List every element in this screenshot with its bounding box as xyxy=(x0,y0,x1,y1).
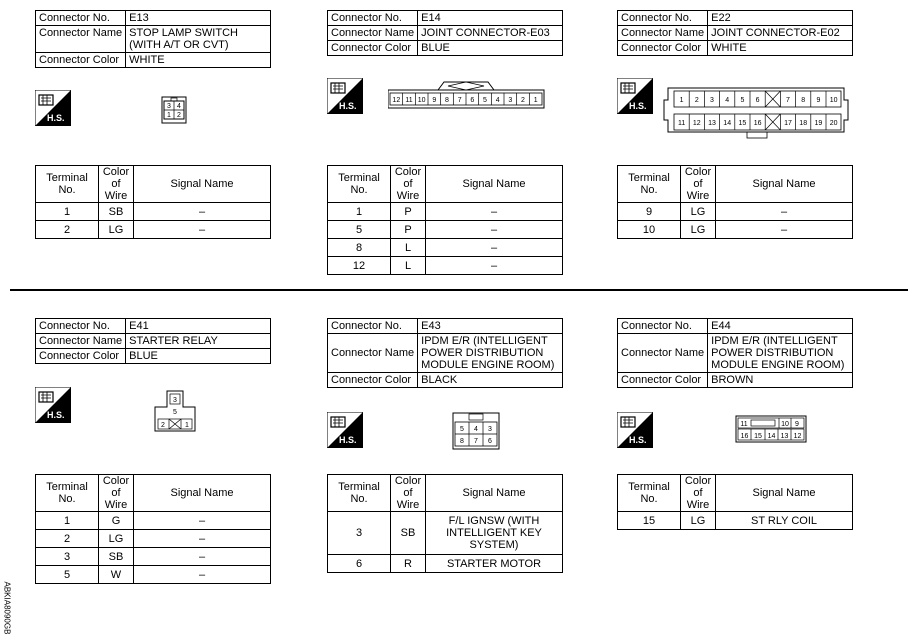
signal-name: – xyxy=(134,530,271,548)
wire-color: R xyxy=(391,555,426,573)
section-divider xyxy=(10,289,908,291)
connector-no-label: Connector No. xyxy=(618,319,708,334)
pin-label: 2 xyxy=(521,97,525,104)
hs-icon xyxy=(327,412,363,448)
wire-color: LG xyxy=(681,221,716,239)
connector-name-value: JOINT CONNECTOR-E03 xyxy=(418,26,563,41)
connector-name-label: Connector Name xyxy=(36,334,126,349)
pin-label: 13 xyxy=(708,120,716,127)
connector-color-value: WHITE xyxy=(126,53,271,68)
signal-name: ST RLY COIL xyxy=(716,512,853,530)
terminal-no-header: Terminal No. xyxy=(36,166,99,203)
connector-no-value: E13 xyxy=(126,11,271,26)
pin-label: 1 xyxy=(185,422,189,429)
terminal-no: 6 xyxy=(328,555,391,573)
terminal-no-header: Terminal No. xyxy=(328,166,391,203)
signal-name: – xyxy=(716,203,853,221)
terminal-no: 5 xyxy=(36,566,99,584)
connector-name-label: Connector Name xyxy=(618,26,708,41)
pin-label: 11 xyxy=(740,421,748,428)
pin-label: 3 xyxy=(173,397,177,404)
wire-color: LG xyxy=(681,203,716,221)
terminal-no: 2 xyxy=(36,221,99,239)
terminal-no-header: Terminal No. xyxy=(36,475,99,512)
table-row xyxy=(328,555,563,573)
pin-label: 6 xyxy=(755,97,760,104)
pin-label: 4 xyxy=(495,97,500,104)
pin-label: 1 xyxy=(167,112,171,119)
connector-no-value: E22 xyxy=(708,11,853,26)
pin-label: 2 xyxy=(694,97,699,104)
pin-label: 10 xyxy=(829,97,838,104)
signal-name: F/L IGNSW (WITH INTELLIGENT KEY SYSTEM) xyxy=(426,512,563,555)
hs-icon xyxy=(35,90,71,126)
pin-label: 16 xyxy=(753,120,762,127)
connector-info-table xyxy=(617,318,853,388)
connector-color-label: Connector Color xyxy=(618,373,708,388)
wire-color: SB xyxy=(391,512,426,555)
pin-label: 8 xyxy=(460,438,464,445)
connector-face-diagram xyxy=(160,95,188,130)
wire-color-header: Color of Wire xyxy=(681,166,716,203)
pin-label: 13 xyxy=(780,433,789,440)
terminal-no: 10 xyxy=(618,221,681,239)
connector-name-value: STOP LAMP SWITCH (WITH A/T OR CVT) xyxy=(126,26,271,53)
pin-label: 14 xyxy=(723,120,732,127)
connector-face-diagram xyxy=(452,412,500,455)
connector-info-table xyxy=(327,318,563,388)
signal-name: – xyxy=(134,203,271,221)
terminal-no: 5 xyxy=(328,221,391,239)
connector-name-label: Connector Name xyxy=(618,334,708,373)
hs-icon xyxy=(327,78,363,114)
wire-color: P xyxy=(391,221,426,239)
wire-color: LG xyxy=(681,512,716,530)
connector-face-diagram xyxy=(150,390,200,439)
table-row xyxy=(36,548,271,566)
connector-no-label: Connector No. xyxy=(36,319,126,334)
svg-text:H.S.: H.S. xyxy=(629,101,647,111)
connector-name-value: JOINT CONNECTOR-E02 xyxy=(708,26,853,41)
hs-icon xyxy=(617,78,653,114)
connector-face-diagram xyxy=(735,415,807,448)
terminal-table xyxy=(617,474,853,530)
pin-label: 7 xyxy=(474,438,478,445)
signal-name-header: Signal Name xyxy=(716,475,853,512)
terminal-table xyxy=(327,165,563,275)
pin-label: 8 xyxy=(801,97,806,104)
connector-color-value: WHITE xyxy=(708,41,853,56)
table-row xyxy=(618,512,853,530)
terminal-table xyxy=(35,474,271,584)
terminal-no: 2 xyxy=(36,530,99,548)
signal-name-header: Signal Name xyxy=(716,166,853,203)
connector-no-value: E44 xyxy=(708,319,853,334)
connector-face-diagram xyxy=(388,80,548,115)
signal-name-header: Signal Name xyxy=(134,475,271,512)
pin-label: 6 xyxy=(488,438,492,445)
connector-no-value: E14 xyxy=(418,11,563,26)
wire-color: SB xyxy=(99,548,134,566)
wire-color-header: Color of Wire xyxy=(681,475,716,512)
pin-label: 10 xyxy=(417,97,426,104)
table-row xyxy=(36,512,271,530)
connector-name-label: Connector Name xyxy=(36,26,126,53)
signal-name: – xyxy=(716,221,853,239)
wire-color: L xyxy=(391,257,426,275)
pin-label: 5 xyxy=(460,426,464,433)
connector-color-value: BROWN xyxy=(708,373,853,388)
pin-label: 12 xyxy=(392,97,401,104)
table-row xyxy=(36,221,271,239)
terminal-no: 1 xyxy=(36,512,99,530)
connector-no-value: E43 xyxy=(418,319,563,334)
terminal-no: 3 xyxy=(36,548,99,566)
signal-name: STARTER MOTOR xyxy=(426,555,563,573)
pin-label: 9 xyxy=(795,421,799,428)
figure-code: ABKIA8090GB xyxy=(2,581,12,635)
pin-label: 5 xyxy=(173,409,177,416)
signal-name: – xyxy=(426,239,563,257)
wire-color: LG xyxy=(99,221,134,239)
connector-name-value: IPDM E/R (INTELLIGENT POWER DISTRIBUTION MODULE ENGINE ROOM) xyxy=(708,334,853,373)
connector-name-label: Connector Name xyxy=(328,26,418,41)
connector-info-table xyxy=(35,10,271,68)
wire-color-header: Color of Wire xyxy=(391,166,426,203)
terminal-no: 1 xyxy=(36,203,99,221)
wire-color: P xyxy=(391,203,426,221)
pin-label: 18 xyxy=(799,120,808,127)
terminal-table xyxy=(617,165,853,239)
connector-face-diagram xyxy=(662,80,852,147)
connector-color-label: Connector Color xyxy=(618,41,708,56)
pin-label: 11 xyxy=(405,97,413,104)
connector-info-table xyxy=(617,10,853,56)
pin-label: 7 xyxy=(786,97,790,104)
connector-no-label: Connector No. xyxy=(328,11,418,26)
table-row xyxy=(328,257,563,275)
connector-no-value: E41 xyxy=(126,319,271,334)
table-row xyxy=(328,221,563,239)
pin-label: 12 xyxy=(692,120,701,127)
table-row xyxy=(618,203,853,221)
connector-color-label: Connector Color xyxy=(36,349,126,364)
pin-label: 1 xyxy=(679,97,684,104)
pin-label: 15 xyxy=(754,433,762,440)
connector-no-label: Connector No. xyxy=(36,11,126,26)
signal-name: – xyxy=(134,512,271,530)
terminal-no: 15 xyxy=(618,512,681,530)
table-row xyxy=(36,566,271,584)
pin-label: 3 xyxy=(167,103,171,110)
pin-label: 8 xyxy=(445,97,449,104)
svg-text:H.S.: H.S. xyxy=(629,435,647,445)
pin-label: 4 xyxy=(725,97,730,104)
svg-text:H.S.: H.S. xyxy=(339,435,357,445)
signal-name-header: Signal Name xyxy=(426,475,563,512)
signal-name: – xyxy=(134,548,271,566)
pin-label: 9 xyxy=(816,97,821,104)
pin-label: 3 xyxy=(508,97,513,104)
wire-color: G xyxy=(99,512,134,530)
pin-label: 4 xyxy=(177,103,181,110)
terminal-no: 8 xyxy=(328,239,391,257)
pin-label: 2 xyxy=(177,112,181,119)
wire-color: W xyxy=(99,566,134,584)
signal-name: – xyxy=(426,257,563,275)
pin-label: 2 xyxy=(161,422,165,429)
connector-no-label: Connector No. xyxy=(328,319,418,334)
svg-text:H.S.: H.S. xyxy=(47,410,65,420)
terminal-table xyxy=(327,474,563,573)
pin-label: 4 xyxy=(474,426,478,433)
table-row xyxy=(36,530,271,548)
table-row xyxy=(328,512,563,555)
pin-label: 3 xyxy=(710,97,714,104)
connector-name-value: IPDM E/R (INTELLIGENT POWER DISTRIBUTION MODULE ENGINE ROOM) xyxy=(418,334,563,373)
svg-text:H.S.: H.S. xyxy=(47,113,65,123)
table-row xyxy=(328,239,563,257)
pin-label: 11 xyxy=(677,120,686,127)
signal-name-header: Signal Name xyxy=(426,166,563,203)
pin-label: 9 xyxy=(432,97,437,104)
pin-label: 1 xyxy=(533,97,538,104)
signal-name: – xyxy=(426,203,563,221)
wire-color: SB xyxy=(99,203,134,221)
pin-label: 12 xyxy=(793,433,802,440)
pin-label: 14 xyxy=(767,433,776,440)
svg-text:H.S.: H.S. xyxy=(339,101,357,111)
pin-label: 7 xyxy=(457,97,462,104)
connector-name-label: Connector Name xyxy=(328,334,418,373)
terminal-no-header: Terminal No. xyxy=(328,475,391,512)
connector-color-label: Connector Color xyxy=(328,41,418,56)
pin-label: 20 xyxy=(829,120,838,127)
connector-info-table xyxy=(327,10,563,56)
connector-color-value: BLUE xyxy=(418,41,563,56)
terminal-no-header: Terminal No. xyxy=(618,166,681,203)
pin-label: 19 xyxy=(814,120,823,127)
wire-color: L xyxy=(391,239,426,257)
terminal-table xyxy=(35,165,271,239)
connector-color-value: BLUE xyxy=(126,349,271,364)
wire-color: LG xyxy=(99,530,134,548)
signal-name-header: Signal Name xyxy=(134,166,271,203)
pin-label: 17 xyxy=(784,120,792,127)
pin-label: 3 xyxy=(488,426,492,433)
terminal-no: 1 xyxy=(328,203,391,221)
connector-color-label: Connector Color xyxy=(328,373,418,388)
pin-label: 16 xyxy=(740,433,749,440)
connector-info-table xyxy=(35,318,271,364)
table-row xyxy=(328,203,563,221)
table-row xyxy=(618,221,853,239)
pin-label: 15 xyxy=(738,120,747,127)
signal-name: – xyxy=(134,221,271,239)
terminal-no: 12 xyxy=(328,257,391,275)
signal-name: – xyxy=(426,221,563,239)
connector-color-value: BLACK xyxy=(418,373,563,388)
terminal-no: 9 xyxy=(618,203,681,221)
connector-name-value: STARTER RELAY xyxy=(126,334,271,349)
pin-label: 5 xyxy=(740,97,745,104)
terminal-no-header: Terminal No. xyxy=(618,475,681,512)
wire-color-header: Color of Wire xyxy=(99,166,134,203)
pin-label: 6 xyxy=(470,97,475,104)
pin-label: 10 xyxy=(781,421,789,428)
connector-color-label: Connector Color xyxy=(36,53,126,68)
connector-no-label: Connector No. xyxy=(618,11,708,26)
pin-label: 5 xyxy=(483,97,487,104)
wire-color-header: Color of Wire xyxy=(391,475,426,512)
wire-color-header: Color of Wire xyxy=(99,475,134,512)
hs-icon xyxy=(617,412,653,448)
hs-icon xyxy=(35,387,71,423)
table-row xyxy=(36,203,271,221)
signal-name: – xyxy=(134,566,271,584)
terminal-no: 3 xyxy=(328,512,391,555)
